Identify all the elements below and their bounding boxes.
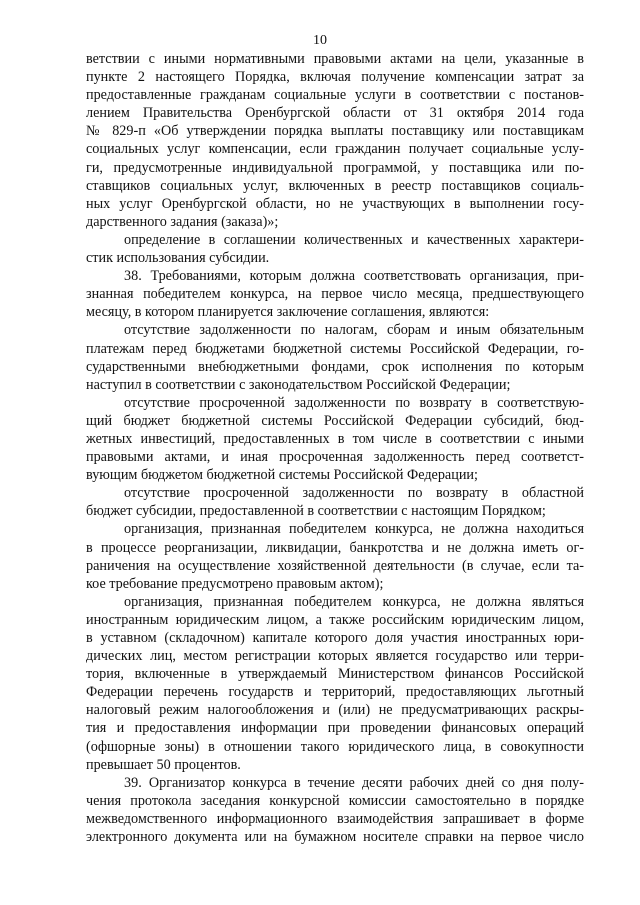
- text-line: в процессе реорганизации, ликвидации, банкротства и не должна иметь ог-: [86, 539, 584, 556]
- text-line: стик использования субсидии.: [86, 250, 270, 267]
- text-line: тория, включенные в утверждаемый Министерством финансов Российской: [86, 666, 584, 683]
- text-line: налоговый режим налогообложения и (или) не предусматривающих раскры-: [86, 702, 584, 719]
- text-line: превышает 50 процентов.: [86, 756, 241, 773]
- text-line: Федерации перечень государств и территорий, предоставляющих льготный: [86, 684, 584, 701]
- text-line: платежам перед бюджетами бюджетной системы Российской Федерации, го-: [86, 340, 584, 357]
- paragraph: [86, 520, 584, 592]
- text-line: отсутствие просроченной задолженности по возврату в областной: [124, 485, 584, 502]
- text-line: лением Правительства Оренбургской области от 31 октября 2014 года: [86, 105, 584, 122]
- text-line: сударственными внебюджетными фондами, срок исполнения по которым: [86, 358, 584, 375]
- text-line: знанная победителем конкурса, на первое число месяца, предшествующего: [86, 286, 584, 303]
- paragraph: [86, 774, 584, 846]
- text-line: социальных услуг компенсации, если гражданин получает социальные услу-: [86, 141, 584, 158]
- text-line: ных услуг Оренбургской области, но не участвующих в выполнении госу-: [86, 195, 584, 212]
- paragraph: [86, 593, 584, 774]
- text-line: правовыми актами, и иная просроченная задолженность перед соответст-: [86, 449, 584, 466]
- text-line: вующим бюджетом бюджетной системы Российской Федерации;: [86, 467, 478, 484]
- text-line: № 829-п «Об утверждении порядка выплаты поставщику или поставщикам: [86, 123, 584, 140]
- text-line: 39. Организатор конкурса в течение десяти рабочих дней со дня полу-: [124, 774, 584, 791]
- text-line: жетных инвестиций, предоставленных в том числе в соответствии с иными: [86, 430, 584, 447]
- text-line: электронного документа или на бумажном носителе справки на первое число: [86, 829, 584, 846]
- text-line: отсутствие задолженности по налогам, сборам и иным обязательным: [124, 322, 584, 339]
- text-line: месяцу, в котором планируется заключение соглашения, являются:: [86, 304, 490, 321]
- text-line: ветствии с иными нормативными правовыми актами на цели, указанные в: [86, 51, 584, 67]
- text-line: определение в соглашении количественных и качественных характери-: [124, 231, 584, 248]
- text-line: тия и предоставления информации при проведении финансовых операций: [86, 720, 584, 737]
- paragraph: [86, 484, 584, 520]
- text-line: кое требование предусмотрено правовым актом);: [86, 575, 384, 592]
- text-line: наступил в соответствии с законодательством Российской Федерации;: [86, 376, 511, 393]
- text-line: в уставном (складочном) капитале которого доля участия иностранных юри-: [86, 630, 584, 646]
- text-line: щий бюджет бюджетной системы Российской Федерации субсидий, бюд-: [86, 412, 584, 429]
- text-line: организация, признанная победителем конкурса, не должна являться: [124, 593, 584, 610]
- paragraph: [86, 231, 584, 267]
- paragraph: [86, 321, 584, 393]
- paragraph: [86, 394, 584, 484]
- text-line: дических лиц, местом регистрации которых является государство или терри-: [86, 648, 584, 665]
- text-line: предоставленные гражданам социальные услуги в соответствии с постанов-: [86, 87, 584, 104]
- text-line: иностранным юридическим лицом, а также российским юридическим лицом,: [86, 611, 584, 628]
- text-line: отсутствие просроченной задолженности по возврату в соответствую-: [124, 394, 584, 411]
- text-line: раничения на осуществление хозяйственной деятельности (в случае, если та-: [86, 557, 584, 574]
- text-line: 38. Требованиями, которым должна соответствовать организация, при-: [124, 268, 584, 285]
- text-line: (офшорные зоны) в отношении такого юридического лица, в совокупности: [86, 738, 584, 755]
- text-line: межведомственного информационного взаимодействия запрашивает в форме: [86, 810, 584, 827]
- text-line: чения протокола заседания конкурсной комиссии самостоятельно в порядке: [86, 792, 584, 809]
- document-body: [86, 50, 584, 846]
- paragraph: [86, 267, 584, 321]
- page-number: 10: [313, 33, 327, 48]
- text-line: организация, признанная победителем конкурса, не должна находиться: [124, 521, 584, 538]
- text-line: ставщиков социальных услуг, включенных в реестр поставщиков социаль-: [86, 177, 584, 194]
- text-line: дарственного задания (заказа)»;: [86, 213, 279, 230]
- text-line: бюджет субсидии, предоставленной в соответствии с настоящим Порядком;: [86, 503, 546, 520]
- text-line: пункте 2 настоящего Порядка, включая получение компенсации затрат за: [86, 69, 584, 86]
- paragraph: [86, 50, 584, 231]
- text-line: ги, предусмотренные индивидуальной программой, у поставщика или по-: [86, 159, 584, 176]
